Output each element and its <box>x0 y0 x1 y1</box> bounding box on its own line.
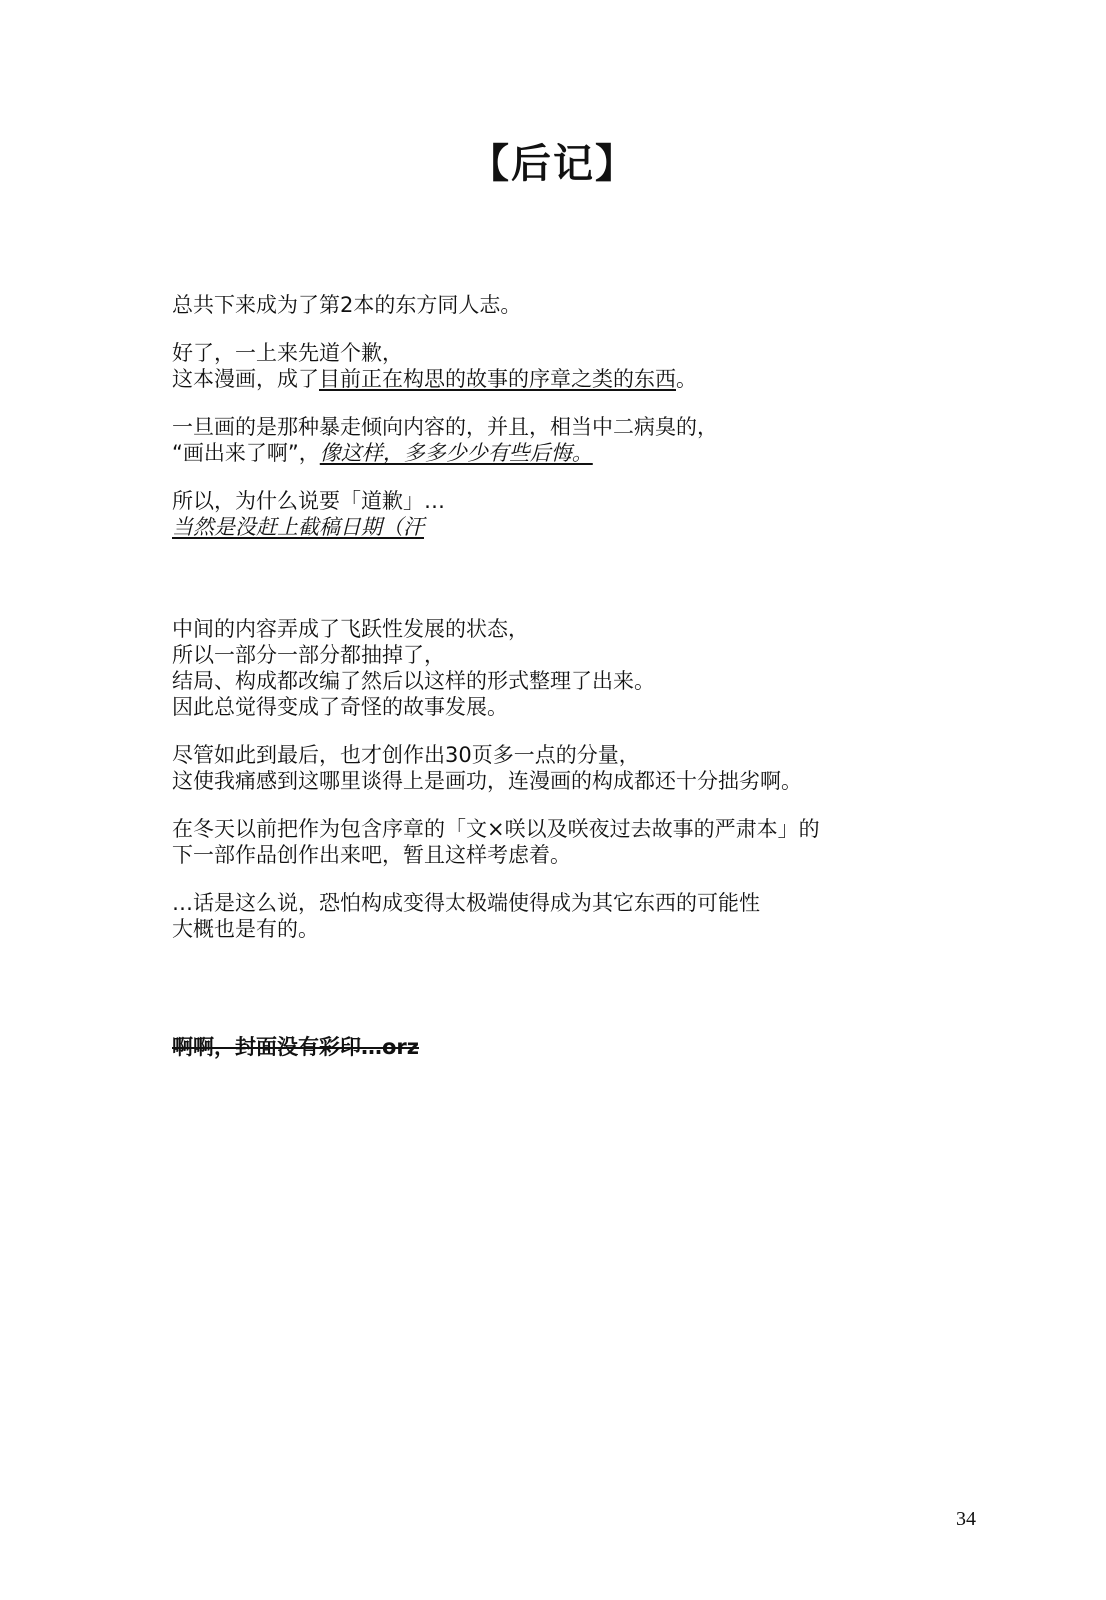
text-line: 总共下来成为了第2本的东方同人志。 <box>172 293 522 317</box>
text-segment: 。 <box>676 367 697 391</box>
paragraph-5 <box>172 616 1032 720</box>
text-segment: 这本漫画，成了 <box>172 367 319 391</box>
page-number: 34 <box>956 1508 976 1530</box>
text-line: …话是这么说，恐怕构成变得太极端使得成为其它东西的可能性 <box>172 891 760 915</box>
text-line: 所以一部分一部分都抽掉了， <box>172 643 445 667</box>
paragraph-6 <box>172 742 1032 794</box>
paragraph-9 <box>172 1034 1032 1060</box>
afterword-body <box>172 292 1032 1060</box>
paragraph-1 <box>172 292 1032 318</box>
text-line: 所以，为什么说要「道歉」… <box>172 489 445 513</box>
underlined-italic-text: 当然是没赶上截稿日期（汗 <box>172 515 424 539</box>
paragraph-4 <box>172 488 1032 540</box>
paragraph-3 <box>172 414 1032 466</box>
text-line: 尽管如此到最后，也才创作出30页多一点的分量， <box>172 743 640 767</box>
paragraph-2 <box>172 340 1032 392</box>
text-line: 结局、构成都改编了然后以这样的形式整理了出来。 <box>172 669 655 693</box>
text-line: 在冬天以前把作为包含序章的「文×咲以及咲夜过去故事的严肃本」的 <box>172 817 820 841</box>
text-line <box>172 440 1032 466</box>
text-line: 下一部作品创作出来吧，暂且这样考虑着。 <box>172 843 571 867</box>
text-line: 这使我痛感到这哪里谈得上是画功，连漫画的构成都还十分拙劣啊。 <box>172 769 802 793</box>
page-title: 【后记】 <box>469 141 637 187</box>
underlined-italic-text: 像这样，多多少少有些后悔。 <box>319 441 593 465</box>
paragraph-7 <box>172 816 1032 868</box>
text-line: 中间的内容弄成了飞跃性发展的状态， <box>172 617 529 641</box>
paragraph-8 <box>172 890 1032 942</box>
text-line <box>172 366 1032 392</box>
text-line: 大概也是有的。 <box>172 917 319 941</box>
text-line: 好了，一上来先道个歉， <box>172 341 403 365</box>
text-segment: “画出来了啊”， <box>172 441 320 465</box>
underlined-text: 目前正在构思的故事的序章之类的东西 <box>319 367 676 391</box>
strikethrough-text: 啊啊，封面没有彩印…orz <box>172 1035 420 1059</box>
text-line: 一旦画的是那种暴走倾向内容的，并且，相当中二病臭的， <box>172 415 718 439</box>
text-line: 因此总觉得变成了奇怪的故事发展。 <box>172 695 508 719</box>
